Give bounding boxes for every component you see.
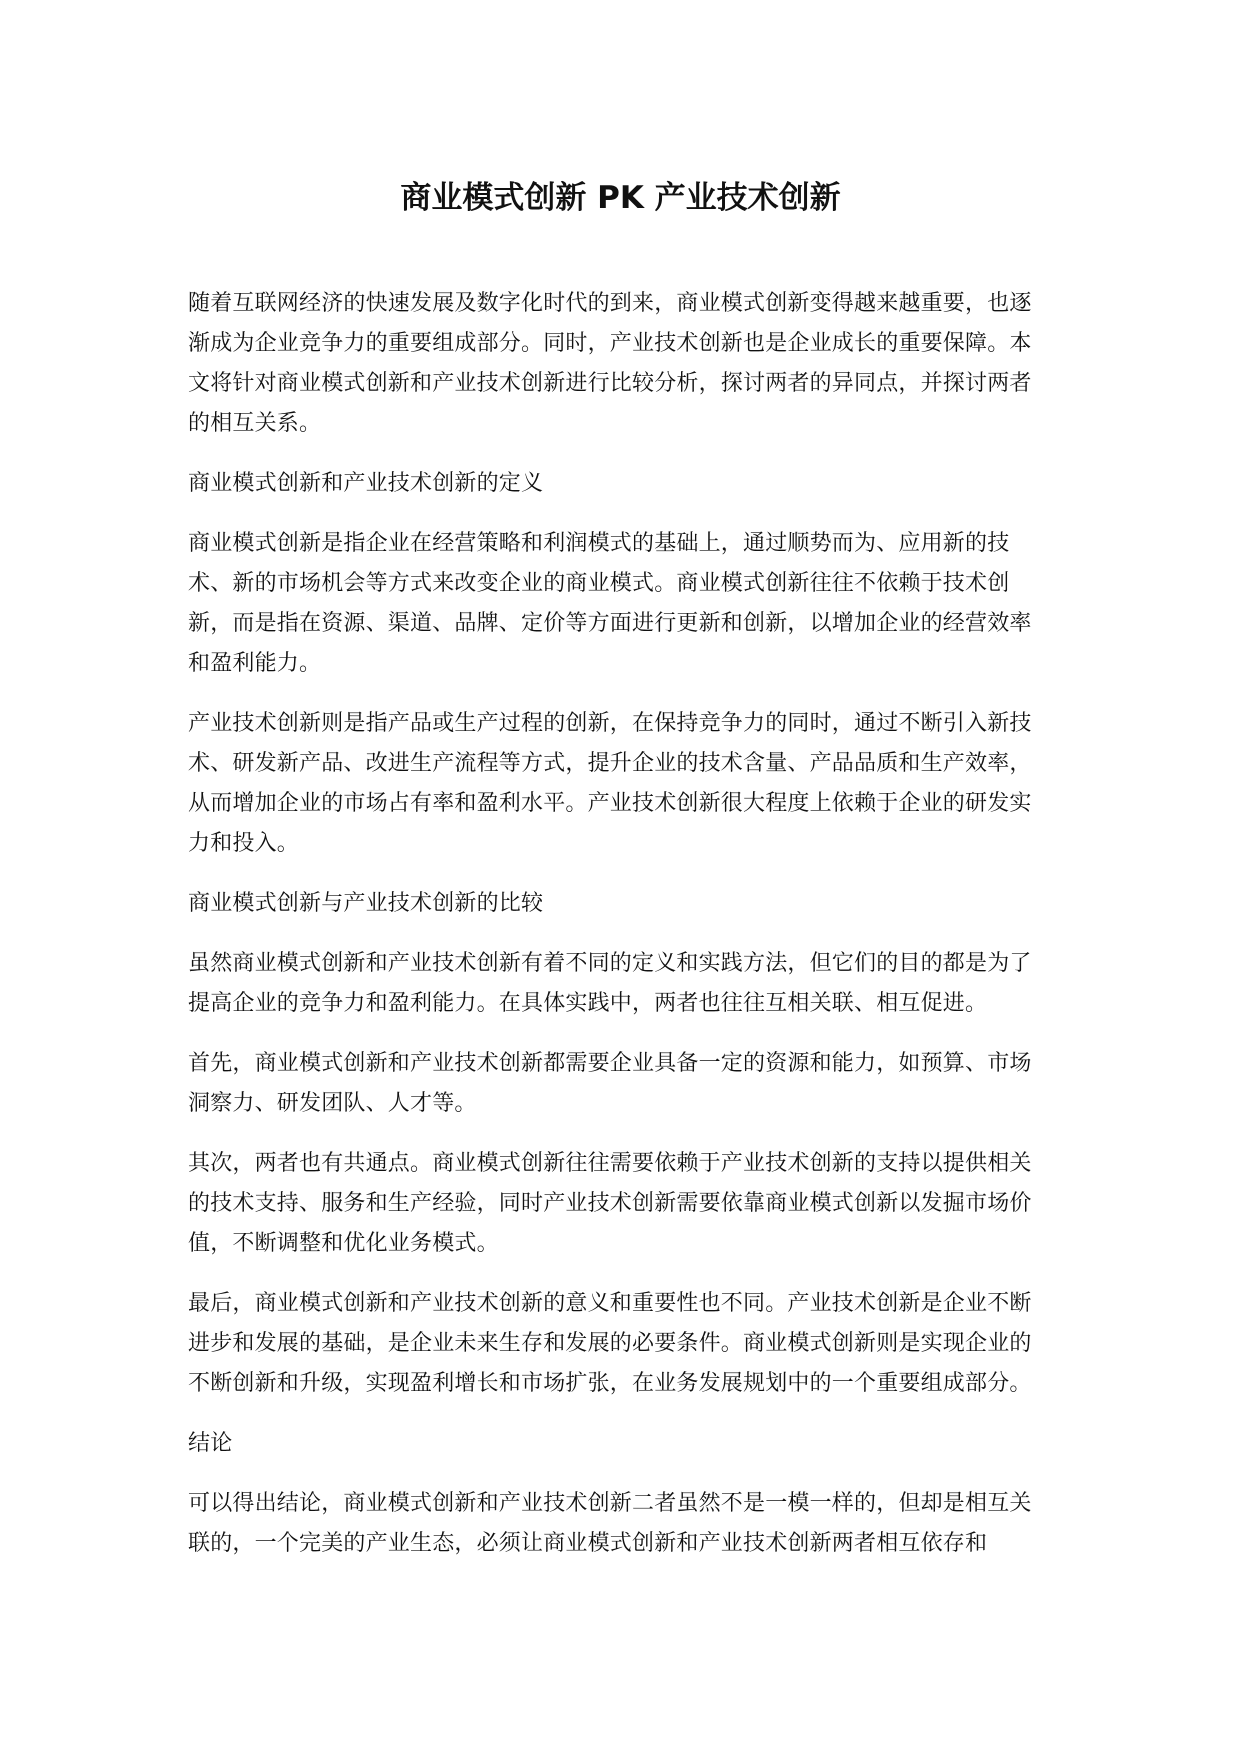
section-heading-comparison: 商业模式创新与产业技术创新的比较 — [188, 891, 544, 916]
paragraph-first-point: 首先，商业模式创新和产业技术创新都需要企业具备一定的资源和能力，如预算、市场洞察力、研发团队、人才等。 — [188, 1051, 1032, 1116]
document-title: 商业模式创新 PK 产业技术创新 — [400, 180, 841, 216]
paragraph-comparison-overview: 虽然商业模式创新和产业技术创新有着不同的定义和实践方法，但它们的目的都是为了提高企业的竞争力和盈利能力。在具体实践中，两者也往往互相关联、相互促进。 — [188, 951, 1032, 1016]
document-body — [188, 284, 1050, 1584]
paragraph-second-point: 其次，两者也有共通点。商业模式创新往往需要依赖于产业技术创新的支持以提供相关的技术支持、服务和生产经验，同时产业技术创新需要依靠商业模式创新以发掘市场价值，不断调整和优化业务模式。 — [188, 1151, 1032, 1256]
paragraph-tech-innovation-definition: 产业技术创新则是指产品或生产过程的创新，在保持竞争力的同时，通过不断引入新技术、研发新产品、改进生产流程等方式，提升企业的技术含量、产品品质和生产效率，从而增加企业的市场占有率和盈利水平。产业技术创新很大程度上依赖于企业的研发实力和投入。 — [188, 711, 1032, 856]
paragraph-last-point: 最后，商业模式创新和产业技术创新的意义和重要性也不同。产业技术创新是企业不断进步和发展的基础，是企业未来生存和发展的必要条件。商业模式创新则是实现企业的不断创新和升级，实现盈利增长和市场扩张，在业务发展规划中的一个重要组成部分。 — [188, 1291, 1032, 1396]
intro-paragraph: 随着互联网经济的快速发展及数字化时代的到来，商业模式创新变得越来越重要，也逐渐成为企业竞争力的重要组成部分。同时，产业技术创新也是企业成长的重要保障。本文将针对商业模式创新和产业技术创新进行比较分析，探讨两者的异同点，并探讨两者的相互关系。 — [188, 291, 1032, 436]
paragraph-conclusion: 可以得出结论，商业模式创新和产业技术创新二者虽然不是一模一样的，但却是相互关联的，一个完美的产业生态，必须让商业模式创新和产业技术创新两者相互依存和 — [188, 1491, 1032, 1556]
section-heading-definitions: 商业模式创新和产业技术创新的定义 — [188, 471, 544, 496]
paragraph-business-model-definition: 商业模式创新是指企业在经营策略和利润模式的基础上，通过顺势而为、应用新的技术、新的市场机会等方式来改变企业的商业模式。商业模式创新往往不依赖于技术创新，而是指在资源、渠道、品牌、定价等方面进行更新和创新，以增加企业的经营效率和盈利能力。 — [188, 531, 1032, 676]
section-heading-conclusion: 结论 — [188, 1431, 233, 1456]
